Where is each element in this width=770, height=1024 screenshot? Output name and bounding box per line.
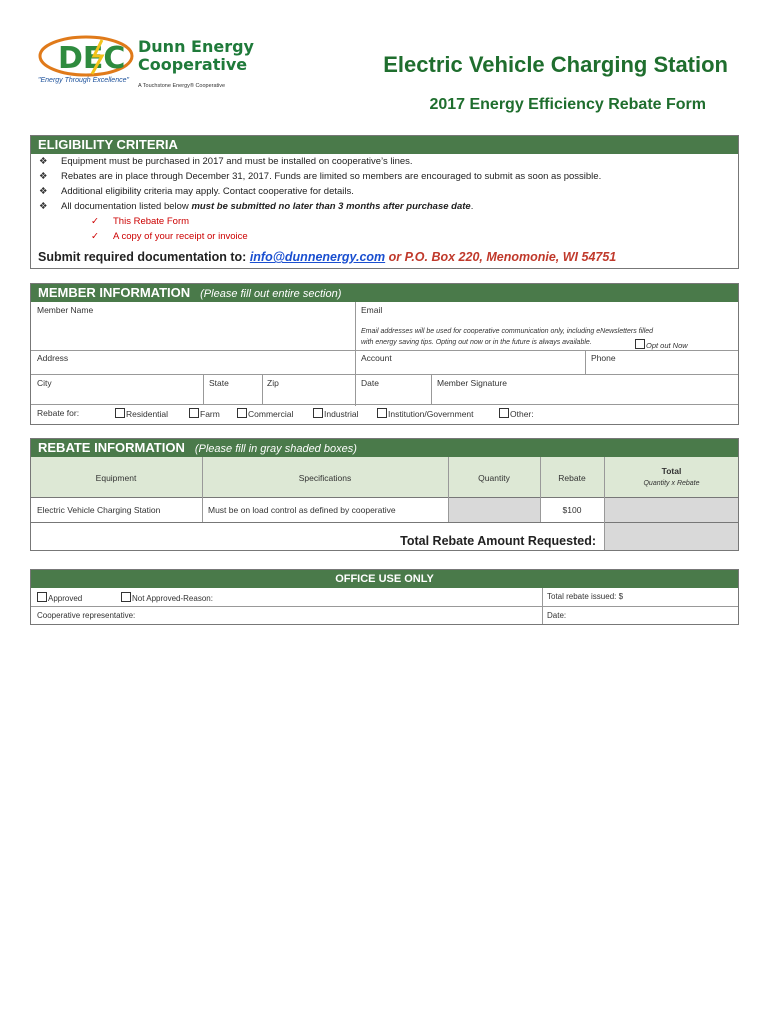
row-specifications: Must be on load control as defined by cooperative [208,505,396,515]
member-signature-field[interactable]: Member Signature [437,378,507,388]
logo-name-line2: Cooperative [138,55,248,74]
account-field[interactable]: Account [361,353,392,363]
rebate-header-title: REBATE INFORMATION [38,440,185,455]
grid-line [31,374,738,375]
col-total-sub: Quantity x Rebate [643,480,700,487]
diamond-bullet-icon: ❖ [39,156,48,167]
institution-checkbox[interactable] [377,408,474,419]
grid-line [31,404,738,405]
submit-label: Submit required documentation to: [38,250,250,264]
diamond-bullet-icon: ❖ [39,186,48,197]
eligibility-item-text: All documentation listed below [61,201,192,212]
logo-initials: DEC [58,41,126,76]
approved-label: Approved [48,594,83,603]
eligibility-section [30,135,739,269]
eligibility-item-suffix: . [470,201,474,212]
submit-address: or P.O. Box 220, Menomonie, WI 54751 [385,250,617,264]
city-field[interactable]: City [37,378,52,388]
grid-line [431,374,432,404]
opt-out-checkbox[interactable] [635,339,688,350]
eligibility-item-text: Equipment must be purchased in 2017 and must be installed on cooperative’s lines. [61,156,413,167]
eligibility-header: ELIGIBILITY CRITERIA [31,136,738,154]
email-field[interactable]: Email [361,305,383,315]
diamond-bullet-icon: ❖ [39,171,48,182]
logo-name-line1: Dunn Energy [138,37,254,56]
grid-line [738,497,739,551]
farm-checkbox[interactable] [189,408,220,419]
member-name-field[interactable]: Member Name [37,305,94,315]
eligibility-list [31,154,738,244]
email-note-line1: Email addresses will be used for cooperative communication only, including eNewsletters filled [361,328,654,335]
quantity-input[interactable] [449,498,540,522]
rebate-header [31,439,738,457]
not-approved-label: Not Approved-Reason: [132,594,213,603]
office-section [30,569,739,625]
checkbox-icon[interactable] [377,408,387,418]
industrial-label: Industrial [324,409,359,419]
grid-line [202,457,203,522]
check-item [39,214,738,229]
other-checkbox[interactable] [499,408,534,419]
grid-line [355,302,356,406]
eligibility-deadline-text: must be submitted no later than 3 months after purchase date [191,201,471,212]
office-header: OFFICE USE ONLY [31,570,738,588]
commercial-checkbox[interactable] [237,408,293,419]
address-field[interactable]: Address [37,353,69,363]
checkbox-icon[interactable] [635,339,645,349]
total-rebate-amount-input[interactable] [605,523,738,550]
grid-line [585,350,586,374]
rebate-header-note: (Please fill in gray shaded boxes) [194,443,357,455]
residential-label: Residential [126,409,169,419]
farm-label: Farm [200,409,220,419]
grid-line [262,374,263,404]
col-total: Total [661,466,682,476]
page-title: Electric Vehicle Charging Station [383,52,728,77]
eligibility-item-text: Rebates are in place through December 31, 2017. Funds are limited so members are encouraged to submit as soon as possible. [61,171,602,182]
not-approved-checkbox[interactable] [121,592,213,603]
eligibility-item [39,154,738,169]
row-rebate: $100 [562,505,582,515]
check-item [39,229,738,244]
checkbox-icon[interactable] [189,408,199,418]
member-header-note: (Please fill out entire section) [200,288,342,300]
checkbox-icon[interactable] [37,592,47,602]
total-issued-field[interactable]: Total rebate issued: $ [547,592,624,601]
grid-line [31,606,738,607]
checkbox-icon[interactable] [237,408,247,418]
logo-name [138,38,254,74]
page-subtitle: 2017 Energy Efficiency Rebate Form [429,96,706,113]
checkbox-icon[interactable] [313,408,323,418]
grid-line [30,497,31,551]
other-label: Other: [510,409,534,419]
logo-tagline: "Energy Through Excellence" [38,77,129,84]
eligibility-item [39,199,738,214]
commercial-label: Commercial [248,409,294,419]
checkmark-icon: ✓ [91,231,99,242]
eligibility-item [39,184,738,199]
approved-checkbox[interactable] [37,592,82,603]
grid-line [30,550,739,551]
checkbox-icon[interactable] [121,592,131,602]
col-rebate: Rebate [558,473,586,483]
submit-email-link[interactable]: info@dunnenergy.com [249,250,386,264]
eligibility-item [39,169,738,184]
check-item-text: A copy of your receipt or invoice [113,231,248,242]
checkmark-icon: ✓ [91,216,99,227]
diamond-bullet-icon: ❖ [39,201,48,212]
date-field[interactable]: Date [361,378,379,388]
checkbox-icon[interactable] [115,408,125,418]
submit-instructions [31,250,738,264]
phone-field[interactable]: Phone [591,353,616,363]
col-quantity: Quantity [478,473,510,483]
institution-label: Institution/Government [388,409,474,419]
representative-field[interactable]: Cooperative representative: [37,611,136,620]
total-input[interactable] [605,498,738,522]
office-date-field[interactable]: Date: [547,611,567,620]
opt-out-label: Opt out Now [646,341,688,350]
residential-checkbox[interactable] [115,408,168,419]
state-field[interactable]: State [209,378,229,388]
member-header [31,284,738,302]
member-header-title: MEMBER INFORMATION [38,285,191,300]
col-specifications: Specifications [298,473,352,483]
check-item-text: This Rebate Form [113,216,190,227]
checkbox-icon[interactable] [499,408,509,418]
dunn-energy-logo-icon [38,34,134,78]
total-rebate-label: Total Rebate Amount Requested: [400,534,596,548]
logo-touchstone: A Touchstone Energy® Cooperative [138,83,226,89]
industrial-checkbox[interactable] [313,408,359,419]
rebate-for-label: Rebate for: [37,408,80,418]
col-equipment: Equipment [95,473,137,483]
zip-field[interactable]: Zip [267,378,279,388]
eligibility-item-text: Additional eligibility criteria may apply. Contact cooperative for details. [61,186,354,197]
grid-line [203,374,204,404]
email-note-line2: with energy saving tips. Opting out now or in the future is always available. [361,339,592,346]
grid-line [31,350,738,351]
member-section [30,283,739,425]
row-equipment: Electric Vehicle Charging Station [37,505,161,515]
